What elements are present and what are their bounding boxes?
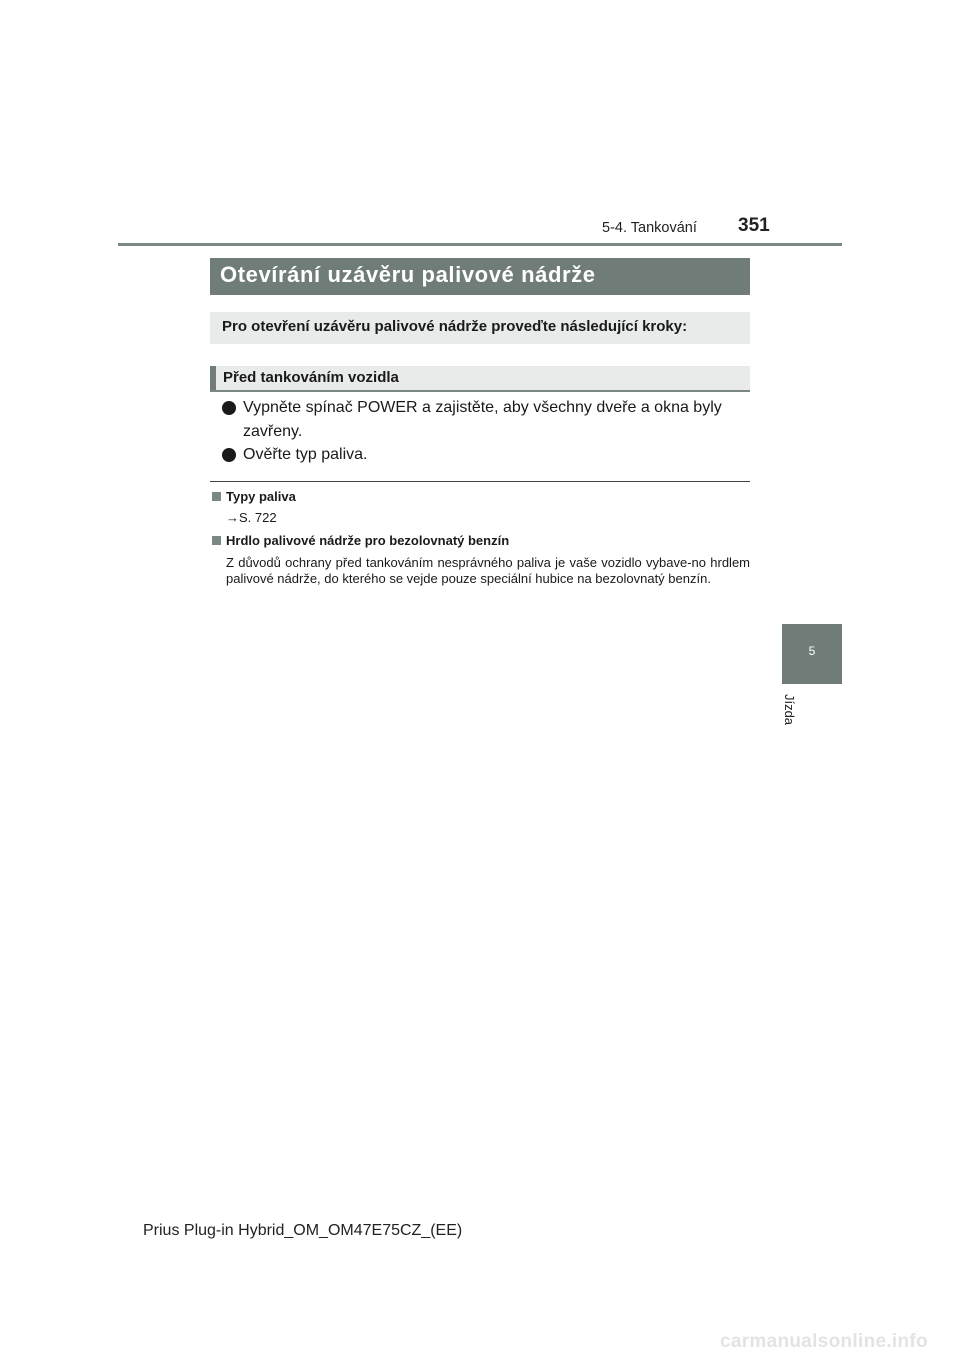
note-heading-text: Hrdlo palivové nádrže pro bezolovnatý benzín [226, 533, 510, 548]
section-divider [210, 481, 750, 482]
section-title-bar [210, 258, 750, 295]
header-rule [118, 243, 842, 246]
bullet-dot-icon [222, 401, 236, 415]
note-heading-filler-neck [212, 533, 509, 548]
page-reference: →S. 722 [226, 510, 277, 525]
watermark: carmanualsonline.info [720, 1331, 928, 1352]
chapter-label [782, 690, 802, 730]
subheading-marker [210, 366, 216, 390]
chapter-label-text: Jízda [782, 693, 798, 726]
section-title: Otevírání uzávěru palivové nádrže [220, 262, 596, 287]
bullet-text: Vypněte spínač POWER a zajistěte, aby všechny dveře a okna byly zavřeny. [243, 399, 722, 440]
bullet-text: Ověřte typ paliva. [243, 446, 368, 463]
note-heading-fuel-types [212, 489, 296, 504]
intro-text: Pro otevření uzávěru palivové nádrže proveďte následující kroky: [222, 318, 688, 335]
square-bullet-icon [212, 492, 221, 501]
intro-box [210, 312, 750, 344]
note-heading-text: Typy paliva [226, 489, 296, 504]
header-section-title: 5-4. Tankování [602, 220, 697, 236]
document-footer: Prius Plug-in Hybrid_OM_OM47E75CZ_(EE) [143, 1222, 463, 1239]
subheading-bar [210, 366, 750, 392]
bullet-dot-icon [222, 448, 236, 462]
subheading-text: Před tankováním vozidla [223, 369, 399, 386]
chapter-tab [782, 624, 842, 684]
square-bullet-icon [212, 536, 221, 545]
chapter-number: 5 [808, 644, 816, 658]
page-number: 351 [738, 215, 770, 236]
note-paragraph: Z důvodů ochrany před tankováním nesprávného paliva je vaše vozidlo vybave-no hrdlem palivové nádrže, do kterého se vejde pouze speciální hubice na bezolovnatý benzín. [226, 555, 750, 586]
